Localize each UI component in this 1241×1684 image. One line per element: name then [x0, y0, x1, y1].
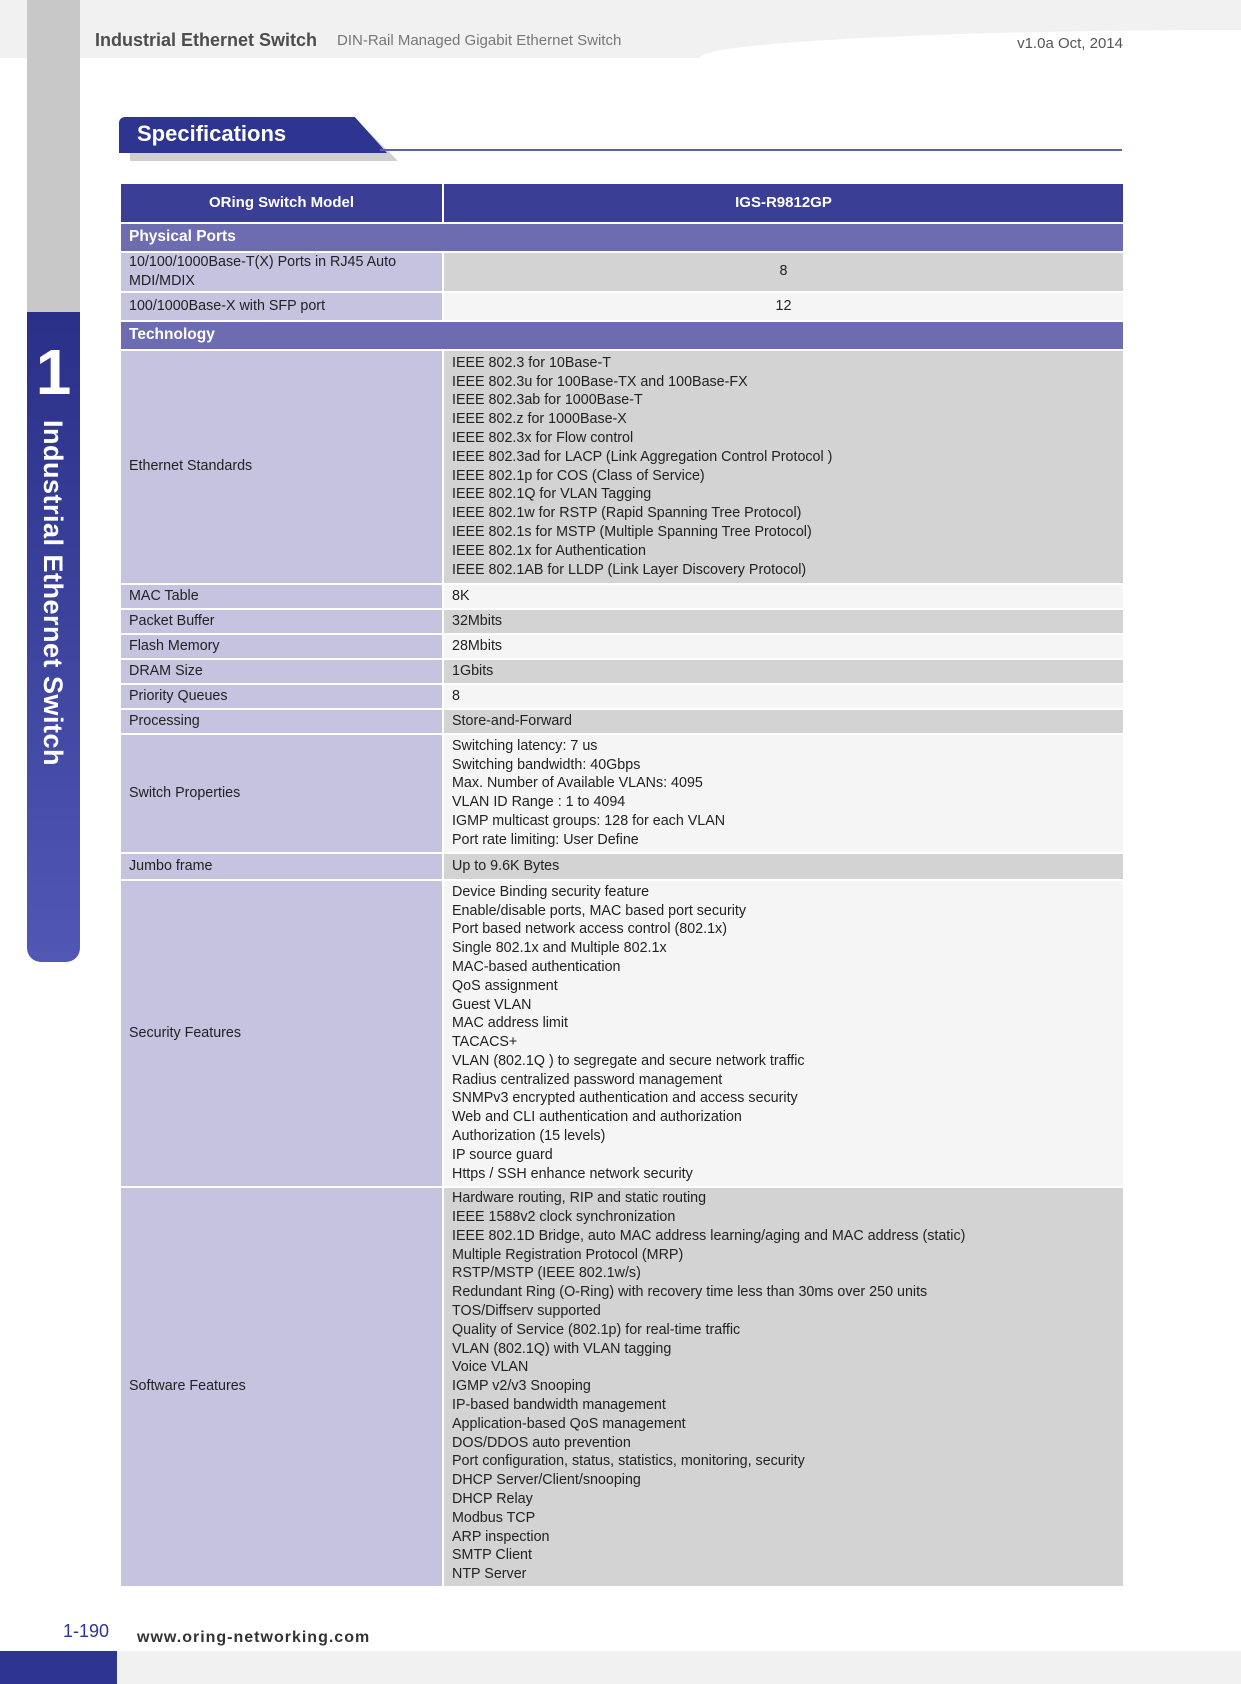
section-technology: Technology [120, 321, 1124, 350]
row-value-security-features: Device Binding security feature Enable/disable ports, MAC based port security Port based network access control (802.1x) Single 802.1x and Multiple 802.1x MAC-based authentication QoS assignment Guest VLAN MAC address limit TACACS+ VLAN (802.1Q ) to segregate and secure network traffic Radius centralized password management SNMPv3 encrypted authentication and access security Web and CLI authentication and authorization Authorization (15 levels) IP source guard Https / SSH enhance network security [443, 880, 1124, 1187]
spec-table [119, 182, 1125, 1588]
row-label-software-features: Software Features [120, 1187, 443, 1587]
header-model-name: IGS-R9812GP [443, 183, 1124, 223]
footer-bar [0, 1651, 1241, 1684]
row-label-sfp-ports: 100/1000Base-X with SFP port [120, 292, 443, 321]
row-value-switch-properties: Switching latency: 7 us Switching bandwidth: 40Gbps Max. Number of Available VLANs: 4095 VLAN ID Range : 1 to 4094 IGMP multicast groups: 128 for each VLAN Port rate limiting: User Define [443, 734, 1124, 853]
sidebar-gray-strip [27, 0, 80, 312]
table-row [120, 634, 1124, 659]
table-row [120, 709, 1124, 734]
row-value-rj45-ports: 8 [443, 252, 1124, 292]
table-row [120, 880, 1124, 1187]
row-value-software-features: Hardware routing, RIP and static routing IEEE 1588v2 clock synchronization IEEE 802.1D Bridge, auto MAC address learning/aging and MAC address (static) Multiple Registration Protocol (MRP) RSTP/MSTP (IEEE 802.1w/s) Redundant Ring (O-Ring) with recovery time less than 30ms over 250 units TOS/Diffserv supported Quality of Service (802.1p) for real-time traffic VLAN (802.1Q) with VLAN tagging Voice VLAN IGMP v2/v3 Snooping IP-based bandwidth management Application-based QoS management DOS/DDOS auto prevention Port configuration, status, statistics, monitoring, security DHCP Server/Client/snooping DHCP Relay Modbus TCP ARP inspection SMTP Client NTP Server [443, 1187, 1124, 1587]
row-value-dram-size: 1Gbits [443, 659, 1124, 684]
row-label-rj45-ports: 10/100/1000Base-T(X) Ports in RJ45 Auto MDI/MDIX [120, 252, 443, 292]
table-row [120, 350, 1124, 584]
table-row [120, 1187, 1124, 1587]
row-value-flash-memory: 28Mbits [443, 634, 1124, 659]
section-title: Specifications [137, 121, 287, 146]
row-label-ethernet-standards: Ethernet Standards [120, 350, 443, 584]
table-header-row [120, 183, 1124, 223]
row-value-sfp-ports: 12 [443, 292, 1124, 321]
table-row [120, 853, 1124, 880]
footer-accent [0, 1651, 117, 1684]
row-value-mac-table: 8K [443, 584, 1124, 609]
row-label-switch-properties: Switch Properties [120, 734, 443, 853]
row-value-priority-queues: 8 [443, 684, 1124, 709]
row-value-processing: Store-and-Forward [443, 709, 1124, 734]
chapter-number: 1 [35, 336, 72, 408]
table-row [120, 684, 1124, 709]
row-value-ethernet-standards: IEEE 802.3 for 10Base-T IEEE 802.3u for 100Base-TX and 100Base-FX IEEE 802.3ab for 1000Base-T IEEE 802.z for 1000Base-X IEEE 802.3x for Flow control IEEE 802.3ad for LACP (Link Aggregation Control Protocol ) IEEE 802.1p for COS (Class of Service) IEEE 802.1Q for VLAN Tagging IEEE 802.1w for RSTP (Rapid Spanning Tree Protocol) IEEE 802.1s for MSTP (Multiple Spanning Tree Protocol) IEEE 802.1x for Authentication IEEE 802.1AB for LLDP (Link Layer Discovery Protocol) [443, 350, 1124, 584]
row-label-priority-queues: Priority Queues [120, 684, 443, 709]
row-label-security-features: Security Features [120, 880, 443, 1187]
row-label-packet-buffer: Packet Buffer [120, 609, 443, 634]
page-number: 1-190 [63, 1621, 110, 1641]
table-row [120, 734, 1124, 853]
section-row-physical-ports [120, 223, 1124, 252]
row-label-mac-table: MAC Table [120, 584, 443, 609]
header-subtitle: DIN-Rail Managed Gigabit Ethernet Switch [337, 32, 622, 49]
website-link[interactable]: www.oring-networking.com [137, 1629, 371, 1646]
section-rule [380, 149, 1122, 151]
row-value-packet-buffer: 32Mbits [443, 609, 1124, 634]
table-row [120, 659, 1124, 684]
row-label-jumbo-frame: Jumbo frame [120, 853, 443, 880]
row-label-flash-memory: Flash Memory [120, 634, 443, 659]
section-physical-ports: Physical Ports [120, 223, 1124, 252]
header-title: Industrial Ethernet Switch [95, 30, 318, 50]
table-row [120, 609, 1124, 634]
row-value-jumbo-frame: Up to 9.6K Bytes [443, 853, 1124, 880]
table-row [120, 252, 1124, 292]
row-label-dram-size: DRAM Size [120, 659, 443, 684]
version-date: v1.0a Oct, 2014 [1017, 35, 1123, 52]
section-row-technology [120, 321, 1124, 350]
table-row [120, 584, 1124, 609]
row-label-processing: Processing [120, 709, 443, 734]
chapter-title: Industrial Ethernet Switch [38, 420, 68, 767]
header-model-label: ORing Switch Model [120, 183, 443, 223]
table-row [120, 292, 1124, 321]
